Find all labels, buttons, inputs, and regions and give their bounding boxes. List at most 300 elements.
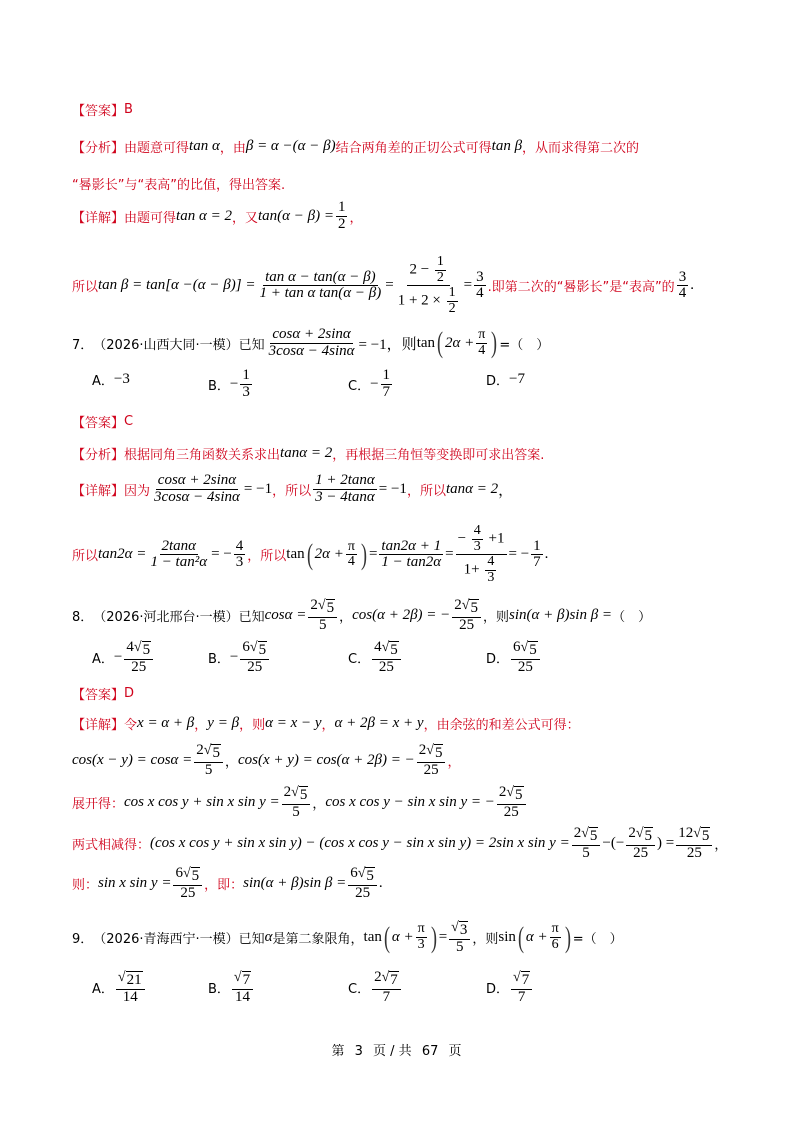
coefficient: 6 <box>175 865 183 881</box>
math: sin(α + β)sin β = <box>243 875 347 892</box>
math: tan <box>416 334 436 351</box>
coefficient: 2 <box>283 784 292 800</box>
numerator: 4 <box>487 554 495 570</box>
radical-fraction <box>240 640 269 675</box>
answer-value: D <box>124 686 135 701</box>
radicand: 5 <box>589 828 598 844</box>
text: “晷影长”与“表高”的比值，得出答案. <box>72 178 286 193</box>
sqrt-icon: √ 5 <box>249 640 267 658</box>
denominator: 25 <box>633 844 649 861</box>
radical-fraction <box>282 785 311 820</box>
sqrt-icon: √ 5 <box>381 640 398 658</box>
math: +1 <box>488 530 505 547</box>
radical-fraction <box>572 826 601 861</box>
question-source: （2026·青海西宁·一模）已知 <box>93 932 265 948</box>
footer-text: 页 <box>448 1044 462 1059</box>
math: tan β <box>491 138 523 154</box>
text: 所以 <box>72 549 99 565</box>
denominator: 2 <box>337 215 346 232</box>
coefficient: 2 <box>498 784 507 800</box>
text: ，所以 <box>272 483 312 499</box>
q8-then-line <box>72 866 383 901</box>
radical-fraction <box>232 970 253 1005</box>
sqrt-icon: √ 5 <box>520 640 537 658</box>
fraction <box>677 270 689 303</box>
question-number: 9． <box>72 932 94 948</box>
radicand: 5 <box>191 868 200 884</box>
text: ，再根据三角恒等变换即可求出答案. <box>332 448 545 463</box>
numerator: π <box>551 921 559 937</box>
math: tanα = 2 <box>445 480 499 497</box>
math: cos x cos y − sin x sin y = − <box>325 794 495 811</box>
coefficient: 2 <box>628 825 636 841</box>
denominator: 3 <box>487 570 495 586</box>
numerator: 3 <box>476 268 484 285</box>
denominator <box>462 555 501 585</box>
q6-answer-line <box>72 100 133 119</box>
answer-tag: 【答案】 <box>72 104 125 119</box>
radicand: 5 <box>529 642 537 658</box>
denominator: 5 <box>318 616 327 633</box>
text: 展开得： <box>72 797 125 813</box>
sqrt-icon: √ 5 <box>203 743 220 761</box>
question-source: （2026·河北邢台·一模）已知 <box>93 610 265 626</box>
text: ，则 <box>482 610 509 626</box>
sqrt-icon: √ 5 <box>506 785 523 803</box>
numerator: tan2α + 1 <box>381 537 442 554</box>
option-label: A． <box>92 652 114 668</box>
math: 2α + <box>445 334 475 351</box>
text: ， <box>339 610 353 626</box>
denominator: 5 <box>204 761 213 778</box>
compound-fraction <box>396 255 462 317</box>
blank: （ ） <box>612 610 652 626</box>
text: ，则 <box>472 932 499 948</box>
text: 根据同角三角函数关系求出 <box>124 448 281 463</box>
math: cos(x + y) = cos(α + 2β) = − <box>238 752 415 769</box>
blank: =（ ） <box>499 337 550 353</box>
text: 则： <box>72 878 99 894</box>
radical-fraction <box>676 826 712 861</box>
radicand: 5 <box>366 868 374 884</box>
option-label: A． <box>92 982 114 998</box>
question-source: （2026·山西大同·一模）已知 <box>93 337 265 353</box>
radicand: 5 <box>142 642 151 658</box>
text: ，所以 <box>406 483 446 499</box>
denominator: 3 <box>235 554 244 571</box>
math: −(− <box>602 835 625 852</box>
sqrt-icon: √ 7 <box>233 970 251 988</box>
math: − <box>229 375 239 392</box>
fraction <box>257 270 383 303</box>
q8-cos-line <box>72 743 460 778</box>
radicand: 5 <box>434 745 443 761</box>
numerator: 1 + 2tanα <box>315 472 375 488</box>
q6-so-line: 所以 tan β = tan[α −(α − β)] = $\frac{\text{tan α − tan(α − β)}}{\text{1 + tan α tan(α − β)}}$ = 2 − $\frac{1}{2}$ 1 + 2 × $\frac{1}{2}$ = $\frac{3}{4}$ .即第二次的“晷影长”是“表高”的 $\frac{3}{4}$ . <box>72 254 694 317</box>
math: tan(α − β) = <box>257 207 334 224</box>
option-label: D． <box>486 982 510 998</box>
sqrt-icon: √ 5 <box>317 598 335 616</box>
text: 由题可得 <box>124 210 177 226</box>
denominator: 25 <box>423 761 439 778</box>
numerator: 3 <box>678 268 687 285</box>
text: 两式相减得： <box>72 838 151 854</box>
sqrt-icon: √ 5 <box>693 826 710 844</box>
math: 1 + 2 × <box>397 293 441 309</box>
math: 2 − <box>409 261 430 278</box>
fraction <box>416 922 427 952</box>
radical-fraction <box>372 640 401 675</box>
sqrt-icon: √ 5 <box>426 743 443 761</box>
option-label: B． <box>208 982 230 998</box>
text: 令 <box>124 718 138 733</box>
q8-stem <box>72 598 651 633</box>
text: ， <box>714 838 728 854</box>
q7-option-b[interactable] <box>208 368 254 401</box>
q8-option-c[interactable] <box>348 640 403 675</box>
radical-fraction <box>308 598 337 633</box>
option-label: C． <box>348 378 371 394</box>
q8-answer-line <box>72 684 134 703</box>
blank: =（ ） <box>572 932 623 948</box>
denominator: 14 <box>122 988 138 1005</box>
fraction <box>152 473 242 506</box>
text: ， <box>498 482 514 499</box>
sqrt-icon: √ 5 <box>133 640 151 658</box>
math: tan β = tan[α −(α − β)] = <box>98 277 256 294</box>
option-label: B． <box>208 378 230 394</box>
radical-fraction <box>372 970 401 1005</box>
radicand: 5 <box>299 787 308 803</box>
radical-fraction <box>511 640 540 675</box>
option-label: B． <box>208 652 230 668</box>
fraction <box>476 328 487 358</box>
answer-value: B <box>124 102 133 117</box>
denominator: 2 <box>436 269 444 285</box>
denominator: 7 <box>517 988 526 1005</box>
numerator: 1 <box>436 254 444 269</box>
radicand: 5 <box>701 828 710 844</box>
detail-tag: 【详解】 <box>72 483 125 499</box>
denominator: 3 <box>473 538 481 554</box>
math: = <box>438 929 448 946</box>
text: 因为 <box>124 483 151 499</box>
coefficient: 4 <box>126 639 134 655</box>
text: ， <box>321 718 335 733</box>
radicand: 3 <box>459 922 468 938</box>
option-label: C． <box>348 652 371 668</box>
q9-option-c[interactable] <box>348 970 403 1005</box>
denominator: 4 <box>347 554 355 570</box>
q8-option-d[interactable] <box>486 640 542 675</box>
text: .即第二次的“晷影长”是“表高”的 <box>487 280 675 296</box>
coefficient: 6 <box>350 865 358 881</box>
text: 所以 <box>72 280 99 296</box>
denominator: 25 <box>378 658 394 675</box>
sqrt-icon: √ 5 <box>461 598 478 616</box>
math: − <box>113 649 123 666</box>
sqrt-icon: √ 7 <box>513 970 530 988</box>
coefficient: 2 <box>573 825 582 841</box>
numerator <box>407 255 449 286</box>
sqrt-icon: √ 7 <box>381 970 398 988</box>
current-page-number: 3 <box>354 1044 363 1059</box>
q8-option-b[interactable] <box>208 640 271 675</box>
option-label: C． <box>348 982 371 998</box>
text: ， <box>224 755 238 771</box>
text: ， <box>312 797 326 813</box>
text: ，由余弦的和差公式可得： <box>423 718 580 733</box>
radical-fraction <box>116 970 145 1005</box>
q7-answer-line <box>72 412 133 431</box>
math: = −1 <box>243 480 273 497</box>
math: tan α = 2 <box>176 207 232 224</box>
q9-option-b[interactable] <box>208 970 255 1005</box>
denominator: 5 <box>456 938 464 955</box>
math: = − <box>508 546 530 563</box>
coefficient: 2 <box>454 597 462 613</box>
math: tan <box>286 546 305 563</box>
coefficient: 12 <box>678 825 694 841</box>
text: ，即： <box>204 878 244 894</box>
option-label: D． <box>486 652 510 668</box>
fraction <box>346 540 357 570</box>
denominator: 4 <box>478 342 486 358</box>
radicand: 5 <box>470 600 478 616</box>
radicand: 5 <box>326 600 335 616</box>
coefficient: 4 <box>374 639 382 655</box>
detail-tag: 【详解】 <box>72 210 125 226</box>
text: 是第二象限角， <box>272 932 364 948</box>
total-page-count: 67 <box>421 1044 439 1059</box>
q9-option-a[interactable] <box>92 970 147 1005</box>
math: cos(x − y) = cosα = <box>72 752 193 769</box>
numerator: 4 <box>235 537 244 554</box>
fraction <box>531 539 543 572</box>
radicand: 5 <box>515 787 523 803</box>
analysis-tag: 【分析】 <box>72 141 125 156</box>
numerator: cosα + 2sinα <box>157 472 237 488</box>
radical-fraction <box>449 920 470 955</box>
q7-option-c[interactable] <box>348 368 394 401</box>
q8-subtract-line <box>72 826 727 861</box>
denominator: 14 <box>235 988 251 1005</box>
fraction <box>474 270 486 303</box>
radicand: 21 <box>126 972 142 988</box>
numerator: tan α − tan(α − β) <box>265 268 376 285</box>
radicand: 5 <box>644 828 652 844</box>
q7-stem: 7． （2026·山西大同·一模）已知 $\frac{\cos\alpha + 2\sin\alpha}{3\cos\alpha - 4\sin\alpha}$ = −1，则 tan ( 2α + $\frac{\pi}{4}$ ) =（ ） <box>72 326 550 360</box>
math: 2α + <box>314 546 344 563</box>
text: . <box>544 546 549 563</box>
text: ，则 <box>239 718 266 733</box>
math: cos(α + 2β) = − <box>352 607 451 624</box>
q7-analysis-line <box>72 444 544 463</box>
fraction <box>148 539 209 572</box>
denominator: 25 <box>503 803 519 820</box>
math: = <box>368 546 378 563</box>
numerator: cosα + 2sinα <box>272 326 351 342</box>
denominator: 7 <box>533 554 541 571</box>
fraction <box>447 286 458 316</box>
compound-fraction <box>456 524 507 586</box>
math: tan2α = <box>98 546 147 563</box>
denominator: 25 <box>131 658 147 675</box>
denominator <box>396 286 462 316</box>
radical-fraction <box>497 785 526 820</box>
text: . <box>690 277 694 294</box>
fraction <box>379 539 443 572</box>
fraction <box>313 473 377 506</box>
denominator: 7 <box>382 988 391 1005</box>
fraction <box>267 327 357 360</box>
numerator: π <box>417 921 425 937</box>
math: tan <box>363 929 382 946</box>
coefficient: 6 <box>513 639 521 655</box>
math: α + 2β = x + y <box>334 715 424 731</box>
footer-text: 页 / 共 <box>373 1044 412 1059</box>
q7-so-line: 所以 tan2α = $\frac{2\tan\alpha}{\text{1 − tan²α}}$ = − $\frac{4}{3}$ ，所以 tan ( 2α + $\frac{\pi}{4}$ ) = $\frac{\tan 2\alpha + 1}{1 - \tan 2\alpha}$ = − $\frac{4}{3}$ +1 1+ $\frac{4}{3}$ = − $\frac{1}{7}$ . <box>72 523 549 586</box>
q7-option-a[interactable] <box>92 370 130 389</box>
denominator: 3 <box>417 937 425 953</box>
denominator: 6 <box>551 937 559 953</box>
math: sin <box>498 929 516 946</box>
numerator: 1 <box>448 285 456 301</box>
math: cos x cos y + sin x sin y = <box>124 794 280 811</box>
radical-fraction <box>173 866 202 901</box>
option-label: D． <box>486 374 510 389</box>
text: 结合两角差的正切公式可得 <box>335 141 492 156</box>
page-footer <box>0 1040 793 1059</box>
math: α = x − y <box>265 715 322 731</box>
answer-tag: 【答案】 <box>72 416 125 431</box>
denominator: 3 <box>242 383 250 400</box>
sqrt-icon: √ 5 <box>581 826 598 844</box>
fraction <box>381 368 393 401</box>
denominator: 25 <box>517 658 533 675</box>
fraction <box>550 922 561 952</box>
detail-tag: 【详解】 <box>72 718 125 733</box>
math: cosα = <box>264 607 307 624</box>
text: ， <box>349 210 363 226</box>
math: x = α + β <box>137 715 195 731</box>
q7-option-d[interactable] <box>486 370 525 389</box>
sqrt-icon: √ 5 <box>291 785 308 803</box>
sqrt-icon: √ 5 <box>182 866 200 884</box>
denominator: 5 <box>292 803 300 820</box>
fraction <box>485 555 496 585</box>
sqrt-icon: √ 5 <box>357 866 374 884</box>
math: tanα = 2 <box>280 445 333 461</box>
sqrt-icon: √ 3 <box>451 920 468 938</box>
math: ) = <box>657 835 675 852</box>
sqrt-icon: √ 21 <box>117 970 142 988</box>
denominator: 25 <box>355 884 371 901</box>
math: α <box>264 929 273 946</box>
fraction <box>234 539 246 572</box>
q6-detail-line <box>72 200 362 233</box>
footer-text: 第 <box>331 1044 345 1059</box>
text: 由题意可得 <box>124 141 190 156</box>
text: . <box>378 875 383 892</box>
math: sin(α + β)sin β = <box>509 607 613 624</box>
q6-analysis-line <box>72 137 639 156</box>
q8-detail-line <box>72 714 580 733</box>
coefficient: 2 <box>196 742 204 758</box>
numerator <box>456 524 507 555</box>
answer-value: C <box>124 414 134 429</box>
question-number: 8． <box>72 610 94 626</box>
coefficient: 2 <box>374 969 382 985</box>
q9-option-d[interactable] <box>486 970 534 1005</box>
text: ，所以 <box>247 549 287 565</box>
radicand: 5 <box>212 745 220 761</box>
math: = −1，则 <box>358 336 417 353</box>
radical-fraction <box>194 743 223 778</box>
radical-fraction <box>348 866 377 901</box>
text: ， <box>194 718 208 733</box>
radical-fraction <box>626 826 655 861</box>
numerator: 2tanα <box>161 537 197 554</box>
text: ，又 <box>231 210 258 226</box>
radical-fraction <box>452 598 481 633</box>
coefficient: 6 <box>242 639 250 655</box>
denominator: 4 <box>476 285 484 302</box>
math: 1+ <box>463 562 480 578</box>
fraction <box>435 255 446 285</box>
denominator: 1 − tan²α <box>150 554 208 571</box>
denominator: 25 <box>247 658 263 675</box>
denominator: 1 + tan α tan(α − β) <box>259 285 382 302</box>
numerator: 1 <box>242 367 250 383</box>
q8-expand-line <box>72 785 528 820</box>
math: (cos x cos y + sin x sin y) − (cos x cos y − sin x sin y) = 2sin x sin y = <box>150 835 570 852</box>
denominator: 3cosα − 4sinα <box>268 342 355 359</box>
math: = −1 <box>378 480 407 497</box>
text: ， <box>447 755 461 771</box>
option-label: A． <box>92 374 114 389</box>
text: ，由 <box>219 141 246 156</box>
coefficient: 2 <box>310 597 318 613</box>
denominator: 5 <box>582 844 590 861</box>
fraction <box>240 368 252 401</box>
fraction <box>472 524 483 554</box>
math: tan α <box>189 138 220 154</box>
math: y = β <box>207 715 240 731</box>
math: α + <box>391 929 414 946</box>
numerator: 1 <box>337 199 346 215</box>
denominator: 3 − 4tanα <box>315 488 375 505</box>
math: α + <box>525 929 548 946</box>
math: − <box>457 530 467 547</box>
numerator: π <box>347 538 355 554</box>
math: β = α −(α − β) <box>245 138 336 154</box>
denominator: 7 <box>382 383 391 400</box>
denominator: 1 − tan2α <box>381 554 442 571</box>
answer-tag: 【答案】 <box>72 688 125 703</box>
q9-stem: 9． （2026·青海西宁·一模）已知 α 是第二象限角， tan ( α + $\frac{\pi}{3}$ ) = √ 3 5 ，则 sin ( α + $\frac{\pi}{6}$ ) =（ ） <box>72 920 623 955</box>
denominator: 4 <box>678 285 687 302</box>
numerator: π <box>478 327 486 343</box>
q7-detail-line <box>72 473 513 506</box>
numerator: 1 <box>533 537 541 554</box>
option-value: −3 <box>113 371 130 387</box>
math: − <box>370 375 379 392</box>
radicand: 7 <box>521 972 530 988</box>
q8-option-a[interactable] <box>92 640 155 675</box>
radicand: 5 <box>390 642 398 658</box>
math: sin x sin y = <box>98 875 172 892</box>
